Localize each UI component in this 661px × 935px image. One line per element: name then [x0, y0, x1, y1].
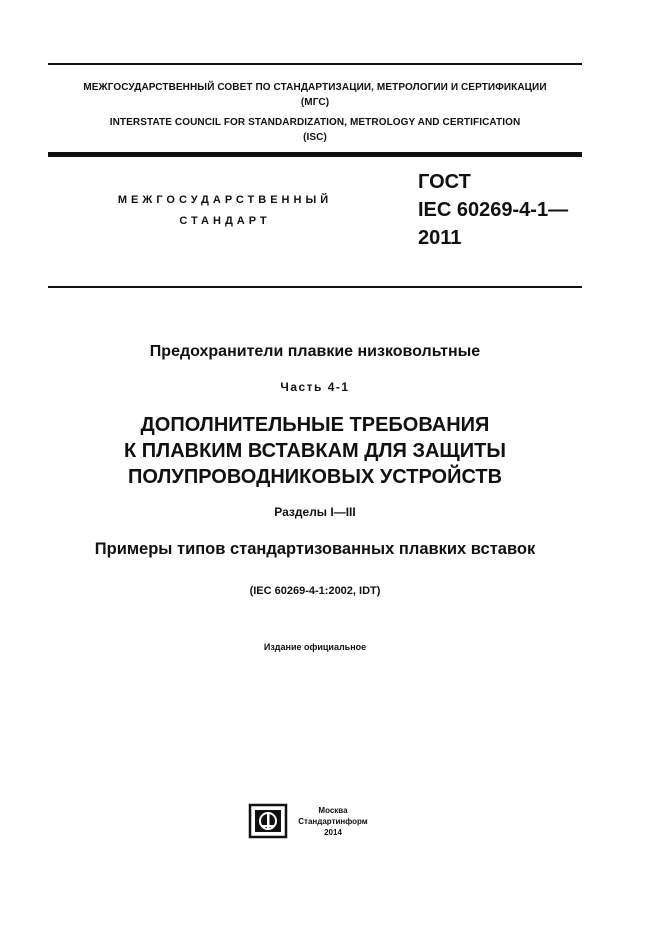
publisher-year: 2014	[324, 828, 342, 837]
standard-type-line2: СТАНДАРТ	[179, 215, 271, 227]
standartinform-logo	[248, 803, 288, 839]
publisher-name: Стандартинформ	[298, 817, 368, 826]
part-number: Часть 4-1	[280, 380, 350, 394]
standard-type-line1: МЕЖГОСУДАРСТВЕННЫЙ	[117, 194, 333, 206]
title-line1: ДОПОЛНИТЕЛЬНЫЕ ТРЕБОВАНИЯ	[140, 414, 490, 436]
council-name-ru: МЕЖГОСУДАРСТВЕННЫЙ СОВЕТ ПО СТАНДАРТИЗАЦИИ, МЕТРОЛОГИИ И СЕРТИФИКАЦИИ	[83, 82, 547, 93]
title-line3: ПОЛУПРОВОДНИКОВЫХ УСТРОЙСТВ	[127, 466, 503, 488]
title-line2: К ПЛАВКИМ ВСТАВКАМ ДЛЯ ЗАЩИТЫ	[124, 440, 506, 462]
top-rule	[48, 63, 582, 65]
council-name-en: INTERSTATE COUNCIL FOR STANDARDIZATION, METROLOGY AND CERTIFICATION	[109, 117, 521, 128]
council-header	[48, 80, 582, 145]
standard-type	[100, 190, 350, 232]
publisher-block	[288, 805, 378, 838]
edition-label: Издание официальное	[263, 642, 367, 652]
publisher-city: Москва	[318, 806, 348, 815]
council-abbr-en: (ISC)	[303, 132, 327, 143]
designation-divider	[48, 286, 582, 288]
header-divider	[48, 152, 582, 157]
document-subtitle: Предохранители плавкие низковольтные	[149, 343, 481, 360]
document-title	[48, 412, 582, 490]
iec-reference: (IEC 60269-4-1:2002, IDT)	[249, 585, 381, 597]
sections-label: Разделы I—III	[274, 505, 356, 519]
examples-title: Примеры типов стандартизованных плавких вставок	[94, 540, 536, 558]
gost-line2: IEC 60269-4-1—	[418, 199, 569, 221]
council-abbr-ru: (МГС)	[300, 97, 330, 108]
gost-designation	[418, 168, 588, 252]
gost-line1: ГОСТ	[418, 171, 471, 193]
gost-line3: 2011	[418, 227, 462, 249]
